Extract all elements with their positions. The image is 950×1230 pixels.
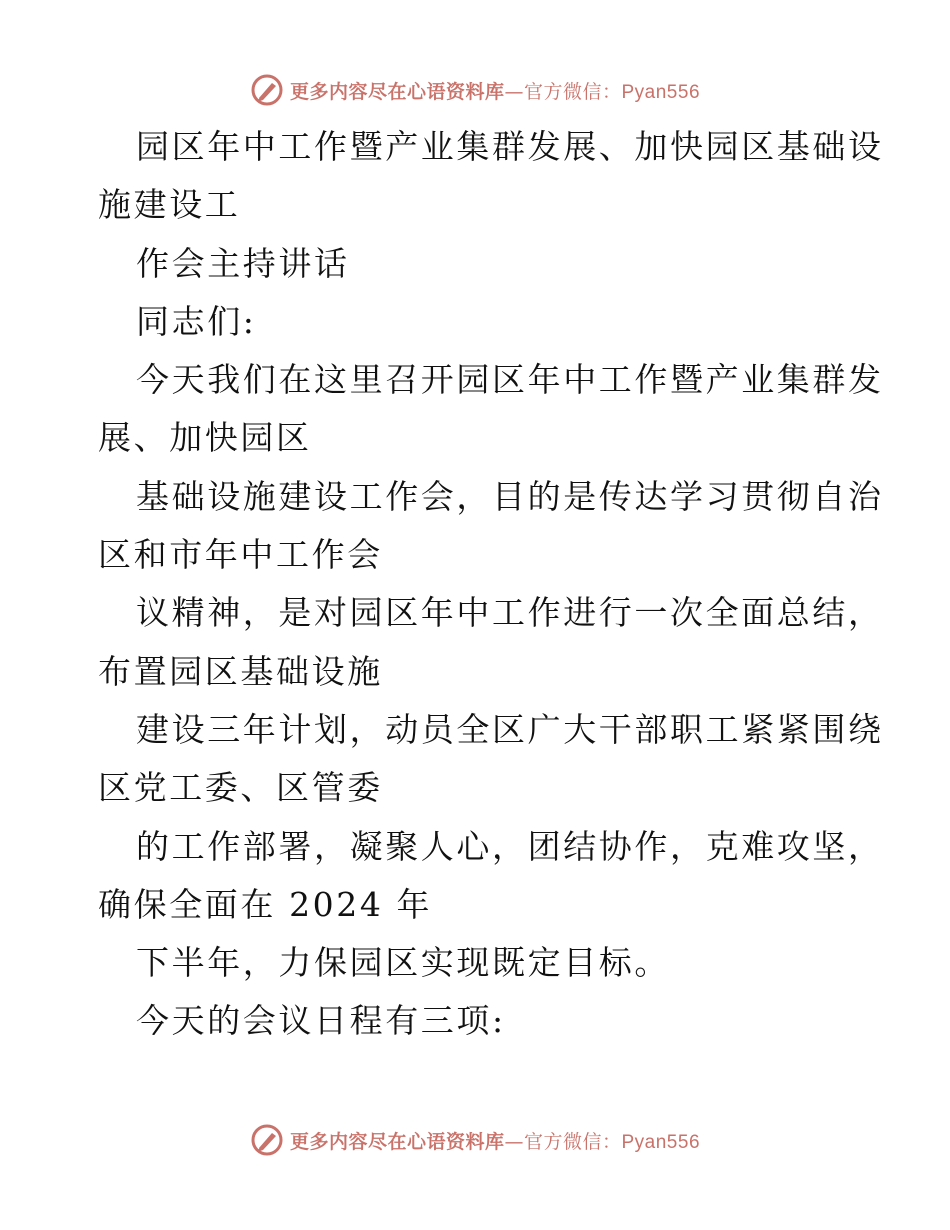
text-line: 基础设施建设工作会，目的是传达学习贯彻自治 [136,476,884,516]
pen-logo-icon [250,1123,284,1157]
text-line: 区党工委、区管委 [98,768,383,808]
header-watermark [0,70,950,110]
text-line: 施建设工 [98,185,241,225]
text-line: 的工作部署，凝聚人心，团结协作，克难攻坚， [136,826,884,866]
watermark-main: 更多内容尽在心语资料库 [289,1130,505,1153]
watermark-official: 官方微信： [523,1130,622,1153]
watermark-wechat-id: Pyan556 [621,1131,701,1153]
text-line: 今天我们在这里召开园区年中工作暨产业集群发 [136,360,884,400]
text-line: 作会主持讲话 [136,243,350,283]
text-line: 园区年中工作暨产业集群发展、加快园区基础设 [136,127,884,166]
pen-logo-icon [250,73,284,107]
footer-watermark [0,1120,950,1160]
text-line: 议精神，是对园区年中工作进行一次全面总结， [136,593,884,633]
text-line: 今天的会议日程有三项: [136,1001,506,1041]
watermark-dash: — [504,80,524,103]
document-body [98,118,884,1051]
text-line: 布置园区基础设施 [98,651,383,691]
text-line: 建设三年计划，动员全区广大干部职工紧紧围绕 [136,709,884,749]
text-line: 展、加快园区 [98,418,312,458]
text-line: 区和市年中工作会 [98,535,383,575]
text-line: 同志们: [136,301,257,341]
text-line: 下半年，力保园区实现既定目标。 [136,943,670,983]
watermark-text [290,1127,700,1154]
text-line: 确保全面在 2024 年 [98,884,433,924]
watermark-main: 更多内容尽在心语资料库 [289,80,505,103]
watermark-text [290,77,700,104]
watermark-dash: — [504,1130,524,1153]
watermark-official: 官方微信： [523,80,622,103]
watermark-wechat-id: Pyan556 [621,81,701,103]
